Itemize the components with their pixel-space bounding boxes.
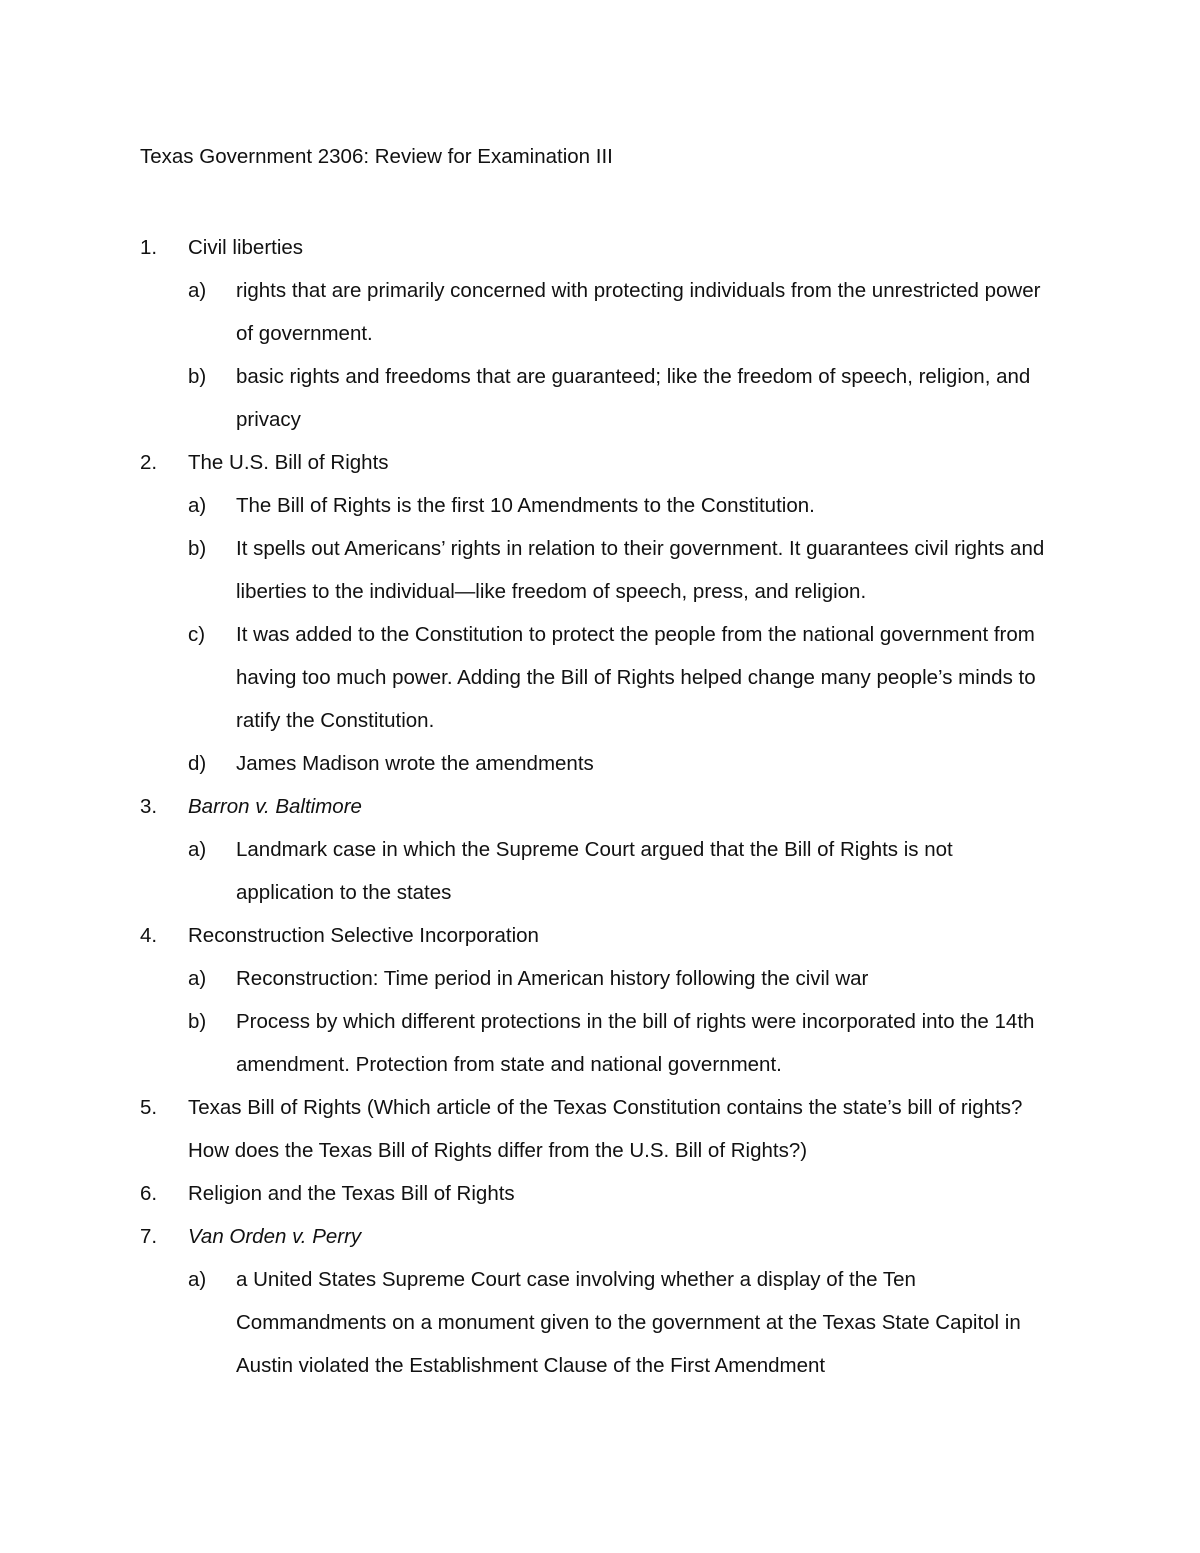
sub-item-letter: b)	[188, 1010, 207, 1033]
sub-item	[188, 828, 1100, 914]
item-text: Civil liberties	[188, 236, 304, 259]
sub-list	[140, 957, 1100, 1086]
item-heading	[140, 1172, 1100, 1215]
sub-item-letter: a)	[188, 1268, 207, 1291]
item-heading	[140, 226, 1100, 269]
sub-list	[140, 1258, 1100, 1387]
item-number: 2.	[140, 451, 158, 474]
sub-item-text: Reconstruction: Time period in American history following the civil war	[236, 967, 869, 990]
review-list	[140, 226, 1100, 1387]
sub-item-text: It was added to the Constitution to protect the people from the national government from having too much power. Adding the Bill of Rights helped change many people’s minds to ratify the Constitution.	[236, 623, 1036, 732]
item-text: The U.S. Bill of Rights	[188, 451, 389, 474]
sub-item	[188, 957, 1100, 1000]
sub-item	[188, 1258, 1100, 1387]
sub-item-text: a United States Supreme Court case involving whether a display of the Ten Commandments on a monument given to the government at the Texas State Capitol in Austin violated the Establishment Clause of the First Amendment	[236, 1268, 1021, 1377]
case-name: Van Orden v. Perry	[188, 1225, 362, 1248]
sub-item-letter: b)	[188, 537, 207, 560]
list-item	[140, 1215, 1100, 1387]
list-item	[140, 1172, 1100, 1215]
item-number: 1.	[140, 236, 158, 259]
case-name: Barron v. Baltimore	[188, 795, 362, 818]
sub-item-letter: a)	[188, 967, 207, 990]
document-title: Texas Government 2306: Review for Examination III	[140, 145, 613, 168]
item-heading	[140, 1086, 1056, 1172]
sub-item-letter: d)	[188, 752, 207, 775]
list-item	[140, 785, 1100, 914]
item-number: 4.	[140, 924, 158, 947]
item-text: Religion and the Texas Bill of Rights	[188, 1182, 515, 1205]
sub-item-text: James Madison wrote the amendments	[236, 752, 594, 775]
sub-item	[188, 742, 1100, 785]
list-item	[140, 914, 1100, 1086]
sub-item	[188, 484, 1100, 527]
sub-item-text: Landmark case in which the Supreme Court argued that the Bill of Rights is not application to the states	[236, 838, 953, 904]
item-number: 5.	[140, 1096, 158, 1119]
sub-item-letter: a)	[188, 838, 207, 861]
sub-list	[140, 484, 1100, 785]
list-item	[140, 1086, 1100, 1172]
sub-item	[188, 613, 1100, 742]
sub-item-text: Process by which different protections in the bill of rights were incorporated into the 14th amendment. Protection from state and national government.	[236, 1010, 1035, 1076]
sub-item-text: It spells out Americans’ rights in relation to their government. It guarantees civil rights and liberties to the individual—like freedom of speech, press, and religion.	[236, 537, 1045, 603]
sub-item-text: basic rights and freedoms that are guaranteed; like the freedom of speech, religion, and privacy	[236, 365, 1031, 431]
list-item	[140, 441, 1100, 785]
sub-item-letter: b)	[188, 365, 207, 388]
sub-item	[188, 355, 1100, 441]
sub-list	[140, 269, 1100, 441]
sub-item-text: The Bill of Rights is the first 10 Amendments to the Constitution.	[236, 494, 815, 517]
sub-item	[188, 269, 1100, 355]
sub-item	[188, 527, 1100, 613]
sub-item	[188, 1000, 1100, 1086]
item-heading	[140, 914, 1100, 957]
item-heading	[140, 1215, 1100, 1258]
sub-list	[140, 828, 1100, 914]
item-heading	[140, 441, 1100, 484]
sub-item-letter: a)	[188, 279, 207, 302]
sub-item-letter: c)	[188, 623, 206, 646]
item-heading	[140, 785, 1100, 828]
item-number: 3.	[140, 795, 158, 818]
item-text: Reconstruction Selective Incorporation	[188, 924, 539, 947]
item-number: 7.	[140, 1225, 158, 1248]
list-item	[140, 226, 1100, 441]
sub-item-letter: a)	[188, 494, 207, 517]
sub-item-text: rights that are primarily concerned with protecting individuals from the unrestricted power of government.	[236, 279, 1041, 345]
item-text: Texas Bill of Rights (Which article of the Texas Constitution contains the state’s bill of rights? How does the Texas Bill of Rights differ from the U.S. Bill of Rights?)	[188, 1096, 1023, 1162]
item-number: 6.	[140, 1182, 158, 1205]
